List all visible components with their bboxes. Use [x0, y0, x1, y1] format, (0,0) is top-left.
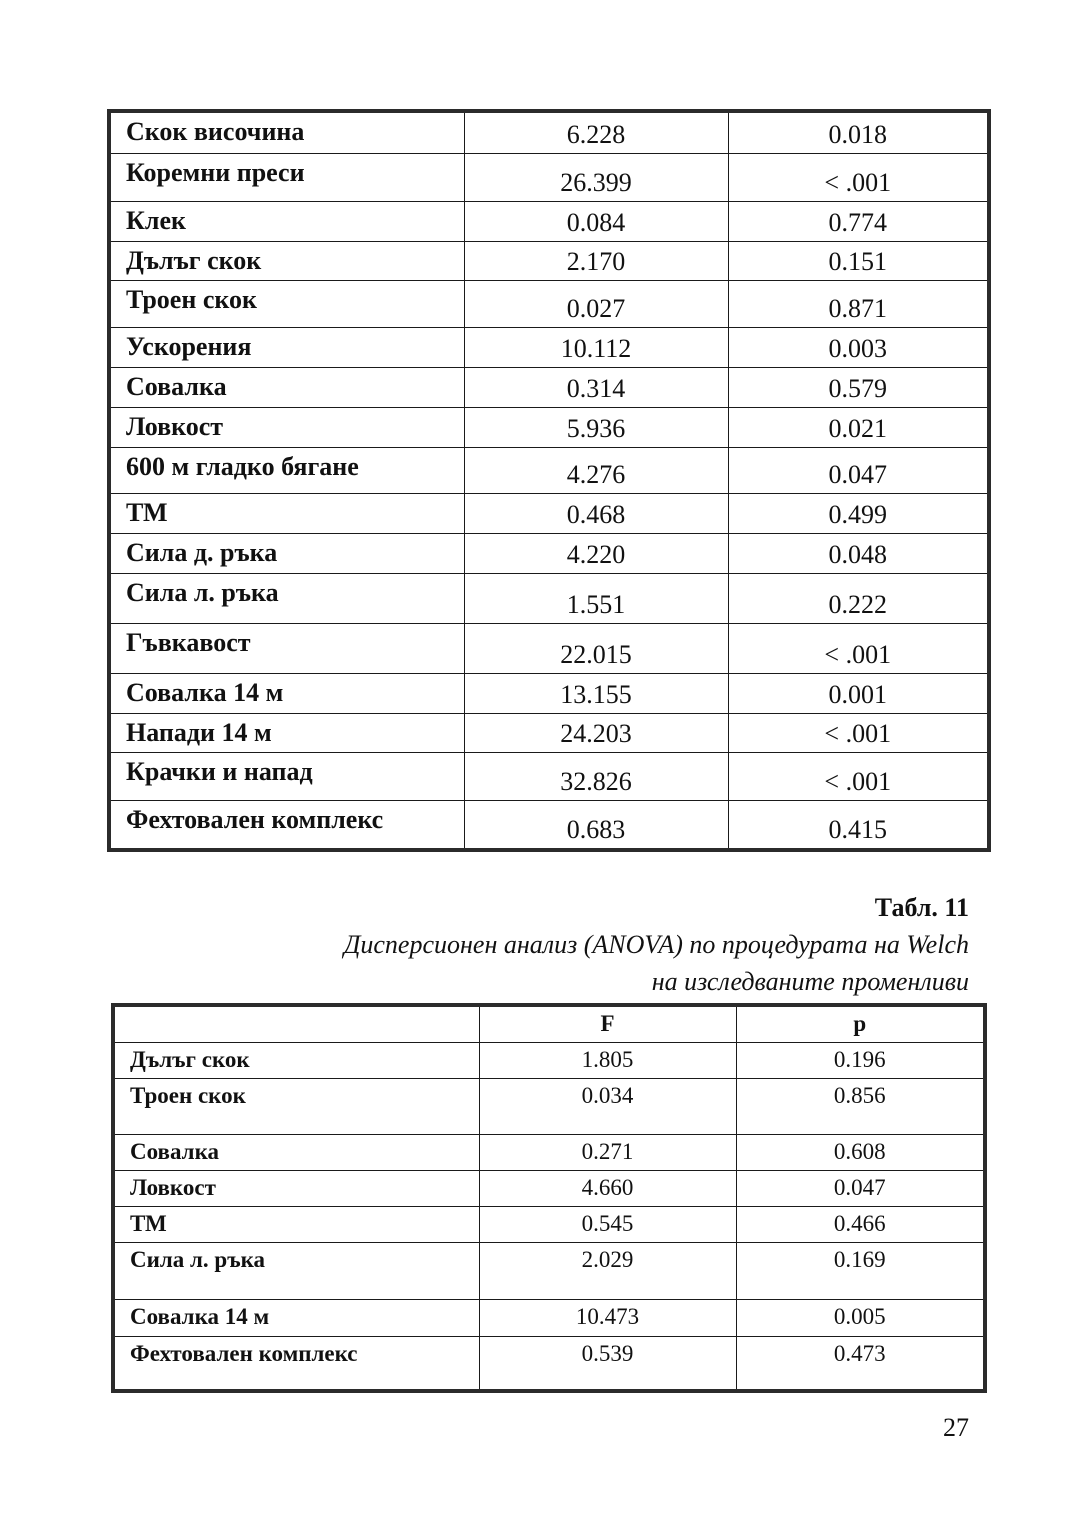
p-value: 0.151: [728, 241, 989, 280]
p-value: 0.499: [728, 493, 989, 533]
row-label: Ускорения: [109, 327, 464, 367]
welch-anova-table: [111, 1003, 987, 1393]
header-cell-f: F: [479, 1005, 736, 1042]
row-label: Дълъг скок: [113, 1042, 479, 1078]
table-row: [109, 280, 989, 327]
f-value: 2.170: [464, 241, 728, 280]
f-value: 10.473: [479, 1299, 736, 1336]
p-value: 0.579: [728, 367, 989, 407]
p-value: 0.473: [736, 1336, 985, 1391]
table-row: [113, 1206, 985, 1242]
row-label: Ловкост: [113, 1170, 479, 1206]
table-row: [109, 447, 989, 493]
row-label: Фехтовален комплекс: [109, 800, 464, 850]
table-caption-line-2: на изследваните променливи: [651, 967, 969, 996]
p-value: 0.856: [736, 1078, 985, 1134]
table-row: [109, 752, 989, 800]
row-label: Совалка 14 м: [113, 1299, 479, 1336]
table-row: [113, 1336, 985, 1391]
table-row: [113, 1242, 985, 1299]
f-value: 4.220: [464, 533, 728, 573]
p-value: 0.466: [736, 1206, 985, 1242]
header-cell-variable: [113, 1005, 479, 1042]
row-label: Троен скок: [113, 1078, 479, 1134]
row-label: 600 м гладко бягане: [109, 447, 464, 493]
f-value: 22.015: [464, 623, 728, 673]
page-number: 27: [943, 1413, 969, 1442]
f-value: 1.551: [464, 573, 728, 623]
table-row: [109, 241, 989, 280]
table-caption-title: Табл. 11: [874, 893, 969, 922]
f-value: 2.029: [479, 1242, 736, 1299]
p-value: < .001: [728, 153, 989, 201]
p-value: < .001: [728, 713, 989, 752]
table-row: [109, 201, 989, 241]
table-row: [109, 623, 989, 673]
p-value: 0.047: [736, 1170, 985, 1206]
row-label: Крачки и напад: [109, 752, 464, 800]
f-value: 1.805: [479, 1042, 736, 1078]
row-label: Совалка 14 м: [109, 673, 464, 713]
row-label: Совалка: [113, 1134, 479, 1170]
table-row: [113, 1170, 985, 1206]
f-value: 6.228: [464, 111, 728, 153]
row-label: Сила д. ръка: [109, 533, 464, 573]
f-value: 32.826: [464, 752, 728, 800]
table-row: [109, 573, 989, 623]
p-value: < .001: [728, 752, 989, 800]
p-value: 0.415: [728, 800, 989, 850]
header-cell-p: p: [736, 1005, 985, 1042]
table-row: [109, 327, 989, 367]
table-row: [109, 407, 989, 447]
f-value: 0.034: [479, 1078, 736, 1134]
f-value: 4.660: [479, 1170, 736, 1206]
row-label: Сила л. ръка: [113, 1242, 479, 1299]
p-value: 0.003: [728, 327, 989, 367]
row-label: Напади 14 м: [109, 713, 464, 752]
p-value: 0.169: [736, 1242, 985, 1299]
f-value: 13.155: [464, 673, 728, 713]
table-row: [109, 367, 989, 407]
row-label: Троен скок: [109, 280, 464, 327]
row-label: Гъвкавост: [109, 623, 464, 673]
p-value: 0.021: [728, 407, 989, 447]
f-value: 0.271: [479, 1134, 736, 1170]
row-label: Коремни преси: [109, 153, 464, 201]
f-value: 0.314: [464, 367, 728, 407]
p-value: < .001: [728, 623, 989, 673]
f-value: 26.399: [464, 153, 728, 201]
table-caption-line-1: Дисперсионен анализ (ANOVA) по процедурата на Welch: [343, 930, 969, 959]
results-table-body: [109, 111, 989, 850]
row-label: Дълъг скок: [109, 241, 464, 280]
table-row: [109, 713, 989, 752]
f-value: 4.276: [464, 447, 728, 493]
f-value: 24.203: [464, 713, 728, 752]
table-row: [109, 153, 989, 201]
p-value: 0.047: [728, 447, 989, 493]
p-value: 0.048: [728, 533, 989, 573]
f-value: 0.084: [464, 201, 728, 241]
table-row: [109, 493, 989, 533]
row-label: ТМ: [109, 493, 464, 533]
f-value: 10.112: [464, 327, 728, 367]
row-label: Сила л. ръка: [109, 573, 464, 623]
p-value: 0.018: [728, 111, 989, 153]
p-value: 0.005: [736, 1299, 985, 1336]
table-header-row: [113, 1005, 985, 1042]
p-value: 0.196: [736, 1042, 985, 1078]
p-value: 0.871: [728, 280, 989, 327]
table-row: [109, 533, 989, 573]
table-row: [109, 800, 989, 850]
row-label: Совалка: [109, 367, 464, 407]
row-label: Клек: [109, 201, 464, 241]
row-label: Скок височина: [109, 111, 464, 153]
table-row: [109, 673, 989, 713]
f-value: 0.539: [479, 1336, 736, 1391]
f-value: 0.468: [464, 493, 728, 533]
table-row: [113, 1134, 985, 1170]
p-value: 0.222: [728, 573, 989, 623]
welch-anova-table-body: [113, 1005, 985, 1391]
table-row: [109, 111, 989, 153]
p-value: 0.608: [736, 1134, 985, 1170]
row-label: Фехтовален комплекс: [113, 1336, 479, 1391]
row-label: Ловкост: [109, 407, 464, 447]
results-table-continued: [107, 109, 991, 852]
f-value: 0.027: [464, 280, 728, 327]
table-row: [113, 1078, 985, 1134]
f-value: 5.936: [464, 407, 728, 447]
p-value: 0.774: [728, 201, 989, 241]
p-value: 0.001: [728, 673, 989, 713]
f-value: 0.545: [479, 1206, 736, 1242]
row-label: ТМ: [113, 1206, 479, 1242]
f-value: 0.683: [464, 800, 728, 850]
table-row: [113, 1299, 985, 1336]
table-row: [113, 1042, 985, 1078]
